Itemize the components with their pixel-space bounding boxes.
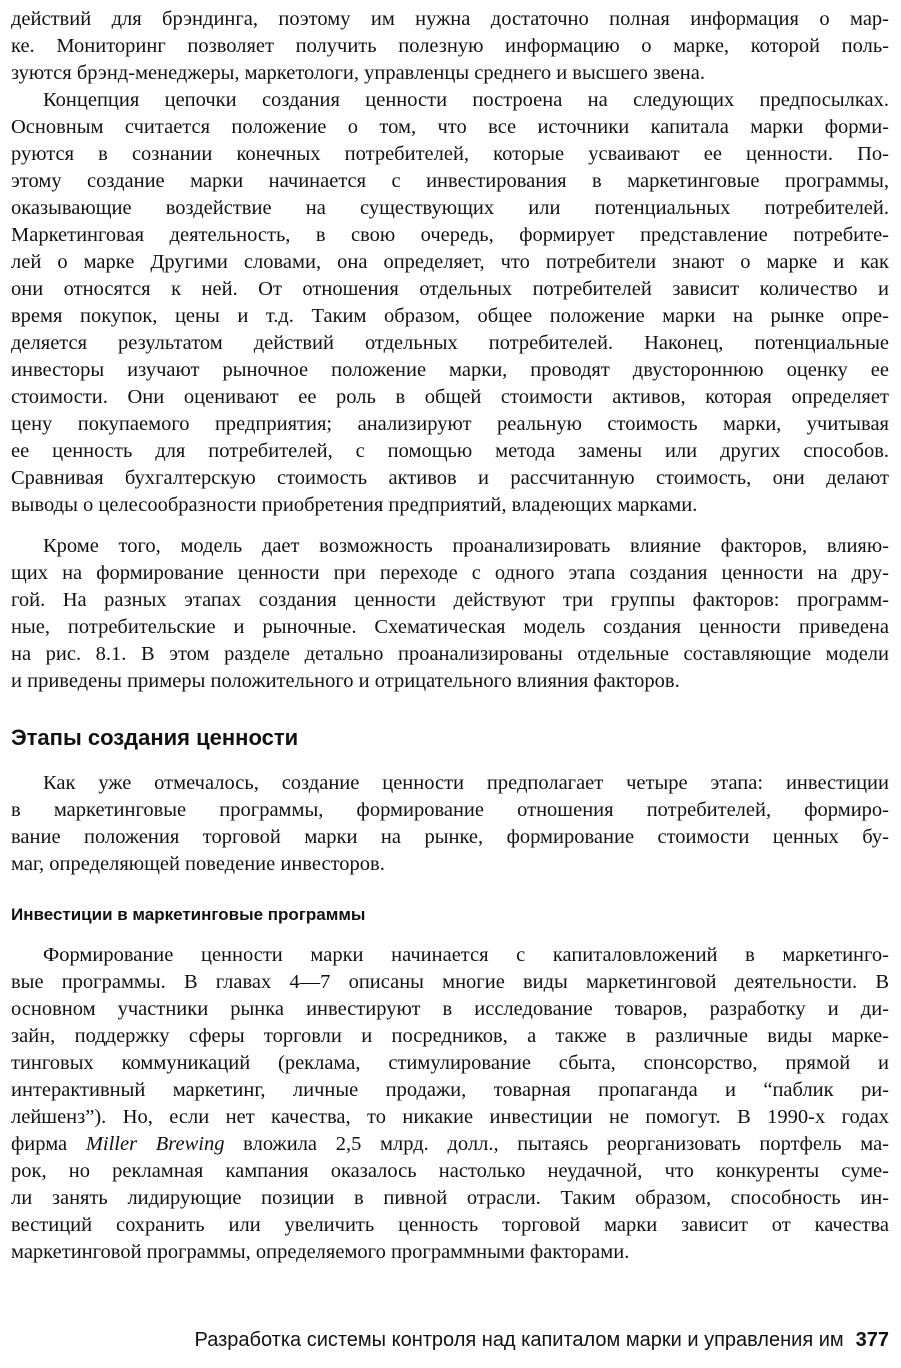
text-line: Маркетинговая деятельность, в свою очередь, формирует представление потребите- [11,224,889,246]
text-line: рок, но рекламная кампания оказалось настолько неудачной, что конкуренты суме- [11,1160,889,1182]
text-line: Сравнивая бухгалтерскую стоимость активов и рассчитанную стоимость, они делают [11,467,889,489]
text-fragment: фирма [11,1133,86,1155]
text-line: стоимости. Они оценивают ее роль в общей стоимости активов, которая определяет [11,386,889,408]
text-line: тинговых коммуникаций (реклама, стимулирование сбыта, спонсорство, прямой и [11,1052,889,1074]
text-line: зуются брэнд-менеджеры, маркетологи, управленцы среднего и высшего звена. [11,62,705,84]
text-line: выводы о целесообразности приобретения предприятий, владеющих марками. [11,494,698,516]
text-line [11,1131,889,1158]
text-line: время покупок, цены и т.д. Таким образом, общее положение марки на рынке опре- [11,305,889,327]
section-heading: Этапы создания ценности [11,725,299,750]
text-line: Концепция цепочки создания ценности построена на следующих предпосылках. [43,89,889,111]
text-line: оказывающие воздействие на существующих или потенциальных потребителей. [11,197,889,219]
text-line: зайн, поддержку сферы торговли и посредников, а также в различные виды марке- [11,1025,889,1047]
page-number: 377 [855,1329,889,1351]
text-line: ке. Мониторинг позволяет получить полезную информацию о марке, которой поль- [11,35,889,57]
text-line: руются в сознании конечных потребителей, которые усваивают ее ценности. По- [11,143,889,165]
paragraph-model-factors [11,533,889,695]
text-line: Как уже отмечалось, создание ценности предполагает четыре этапа: инвестиции [43,772,889,794]
text-line: цену покупаемого предприятия; анализируют реальную стоимость марки, учитывая [11,413,889,435]
company-name: Miller Brewing [85,1133,225,1155]
text-line: маркетинговой программы, определяемого программными факторами. [11,1241,630,1263]
text-line: щих на формирование ценности при переходе с одного этапа создания ценности на дру- [11,562,889,584]
running-title: Разработка системы контроля над капиталом марки и управления им [194,1329,844,1351]
text-line: и приведены примеры положительного и отрицательного влияния факторов. [11,670,680,692]
text-line: инвесторы изучают рыночное положение марки, проводят двустороннюю оценку ее [11,359,889,381]
text-line: действий для брэндинга, поэтому им нужна достаточно полная информация о мар- [11,8,889,30]
book-page [11,0,889,1368]
text-fragment: вложила 2,5 млрд. долл., пытаясь реорганизовать портфель ма- [224,1133,889,1155]
text-line: ее ценность для потребителей, с помощью метода замены или других способов. [11,440,889,462]
text-line: вые программы. В главах 4—7 описаны многие виды маркетинговой деятельности. В [11,971,889,993]
paragraph-marketing-investment [11,942,889,1266]
subsection-heading: Инвестиции в маркетинговые программы [11,905,366,924]
paragraph-four-stages [11,770,889,878]
page-footer [195,1326,889,1354]
text-line: этому создание марки начинается с инвестирования в маркетинговые программы, [11,170,889,192]
text-line: Формирование ценности марки начинается с капиталовложений в маркетинго- [43,944,889,966]
text-line: лей о марке Другими словами, она определяет, что потребители знают о марке и как [11,251,889,273]
paragraph-continued [11,6,889,87]
text-line: интерактивный маркетинг, личные продажи, товарная пропаганда и “паблик ри- [11,1079,889,1101]
text-line: Основным считается положение о том, что все источники капитала марки форми- [11,116,889,138]
paragraph-value-chain-concept [11,87,889,519]
text-line: ли занять лидирующие позиции в пивной отрасли. Таким образом, способность ин- [11,1187,889,1209]
text-line: гой. На разных этапах создания ценности действуют три группы факторов: программ- [11,589,889,611]
text-line: на рис. 8.1. В этом разделе детально проанализированы отдельные составляющие модели [11,643,889,665]
text-line: Кроме того, модель дает возможность проанализировать влияние факторов, влияю- [43,535,889,557]
text-line: деляется результатом действий отдельных потребителей. Наконец, потенциальные [11,332,889,354]
text-line: вание положения торговой марки на рынке, формирование стоимости ценных бу- [11,826,889,848]
text-line: маг, определяющей поведение инвесторов. [11,853,385,875]
text-line: в маркетинговые программы, формирование отношения потребителей, формиро- [11,799,889,821]
text-line: лейшенз”). Но, если нет качества, то никакие инвестиции не помогут. В 1990-х годах [11,1106,889,1128]
text-line: они относятся к ней. От отношения отдельных потребителей зависит количество и [11,278,889,300]
text-line: основном участники рынка инвестируют в исследование товаров, разработку и ди- [11,998,889,1020]
text-line: вестиций сохранить или увеличить ценность торговой марки зависит от качества [11,1214,889,1236]
text-line: ные, потребительские и рыночные. Схематическая модель создания ценности приведена [11,616,889,638]
